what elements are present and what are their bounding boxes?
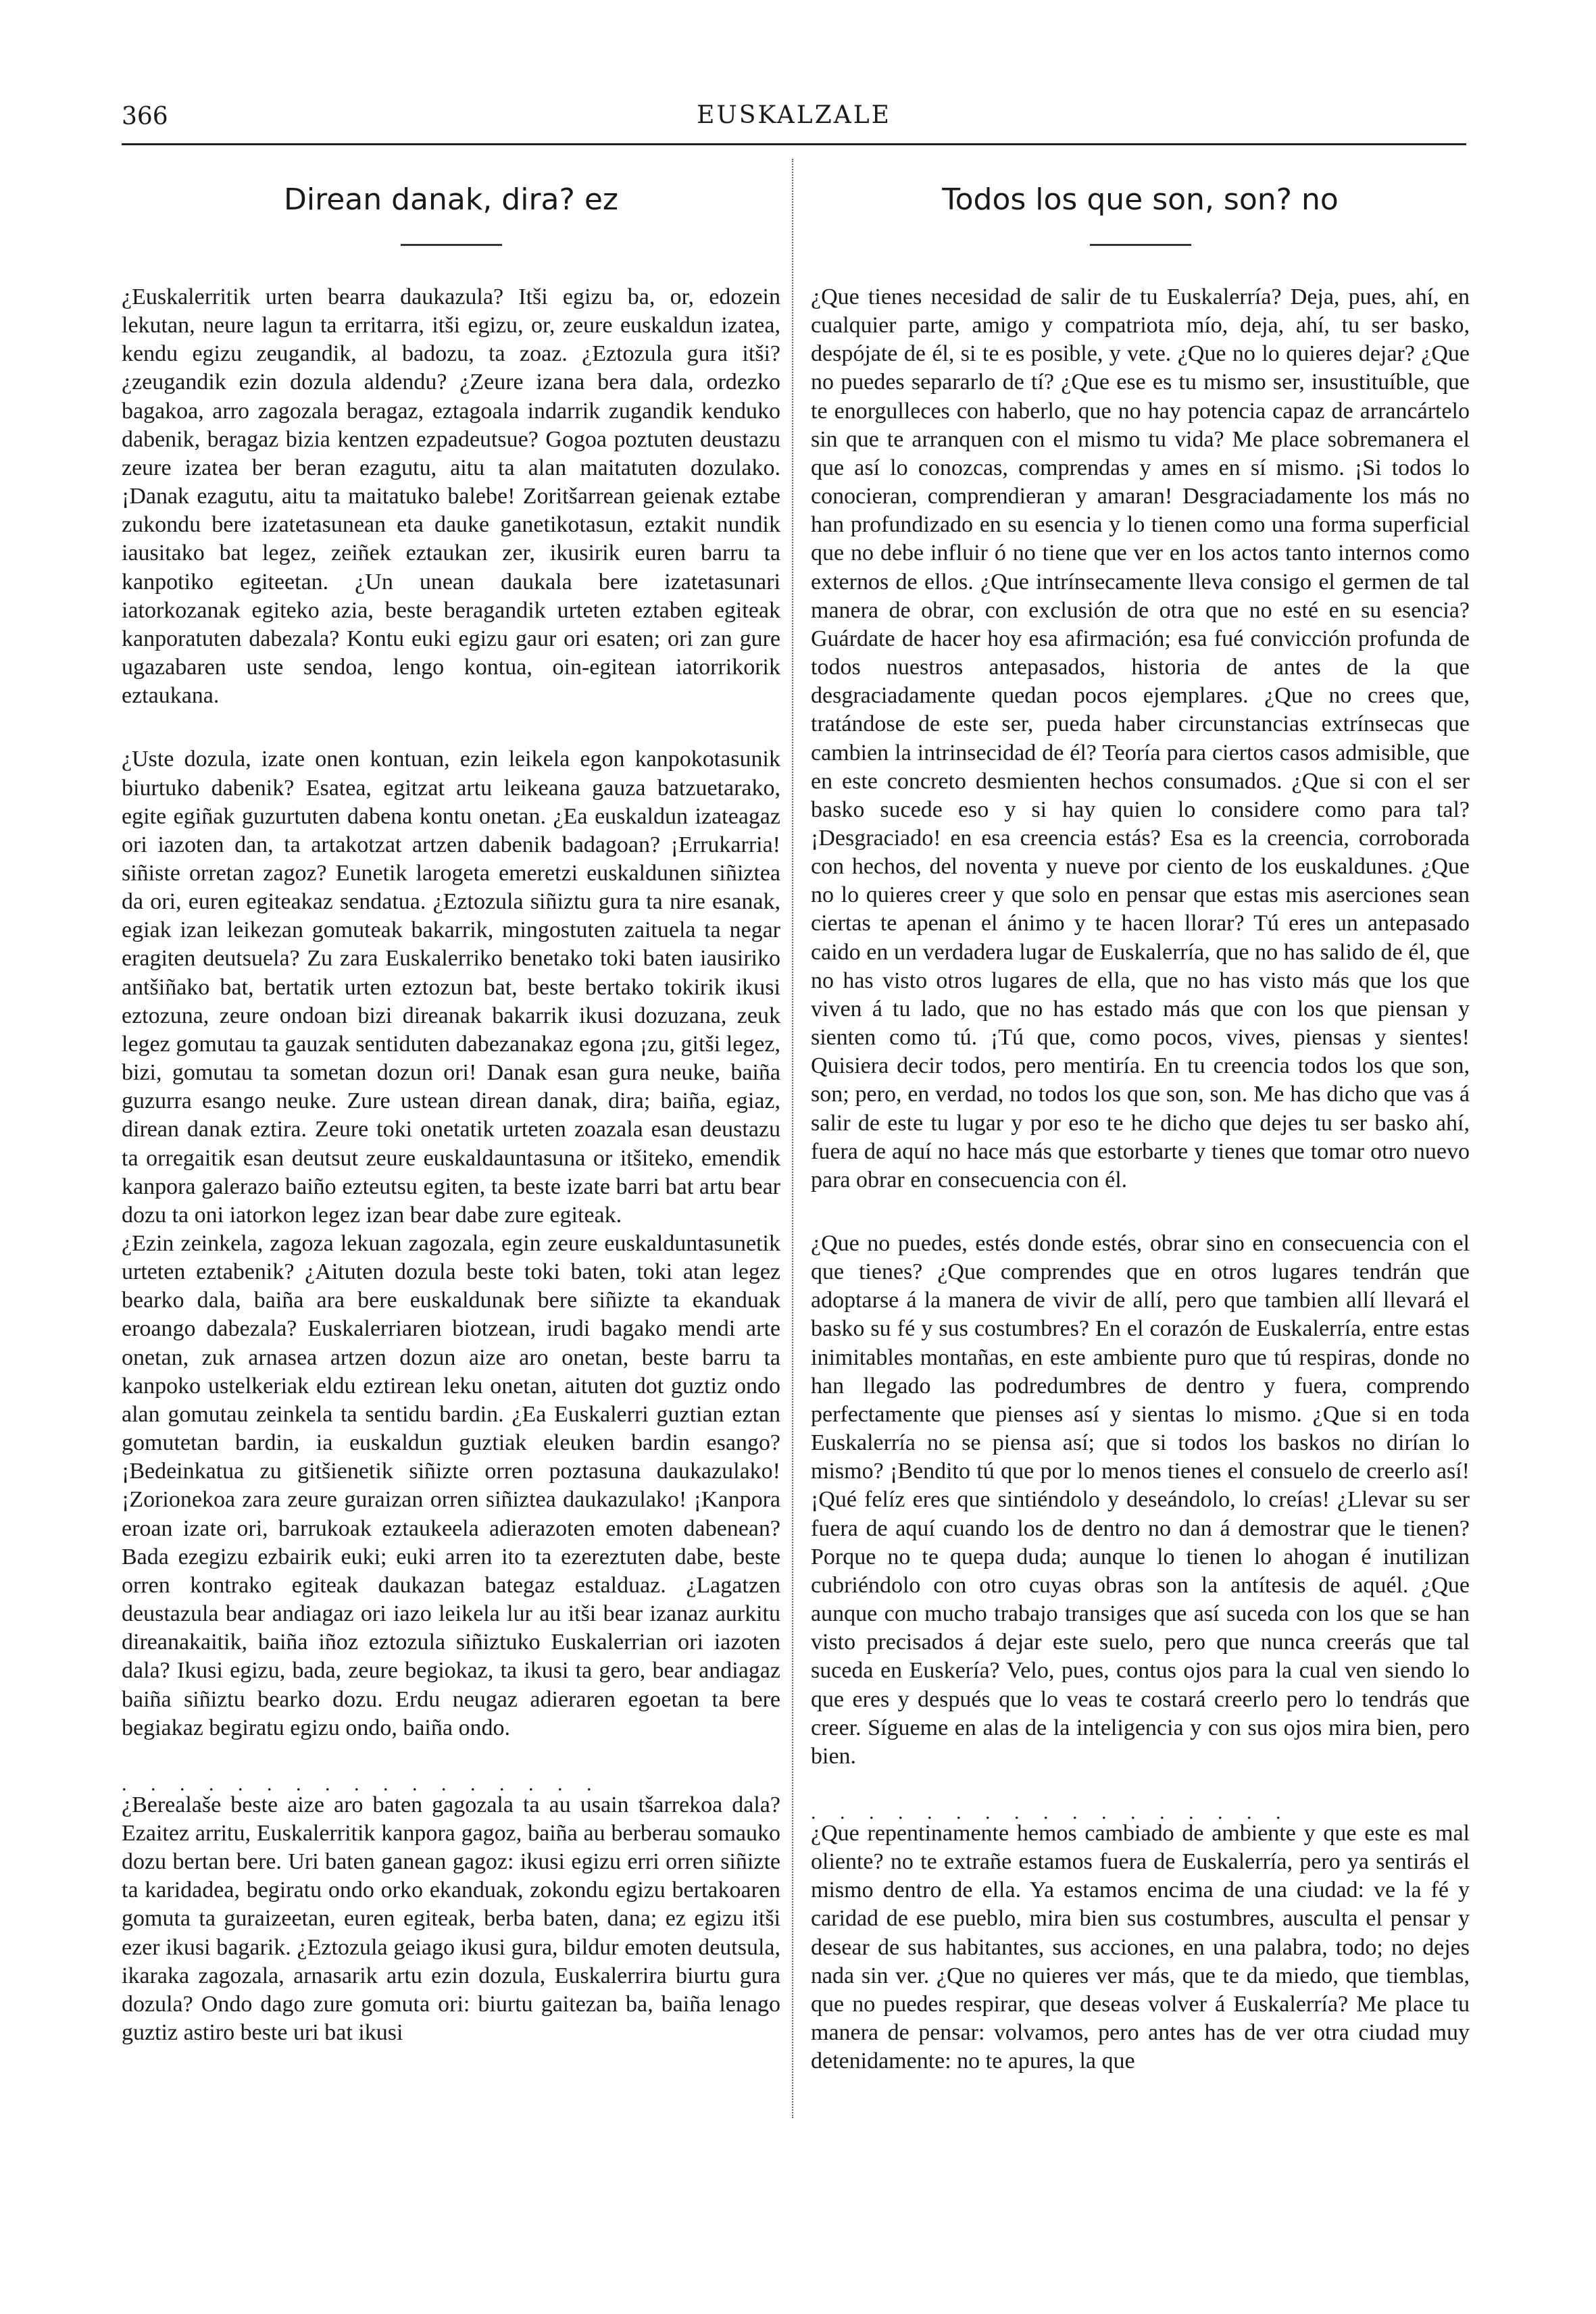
title-rule bbox=[401, 244, 502, 246]
section-separator-dots: . . . . . . . . . . . . . . . . . bbox=[122, 1772, 601, 1795]
basque-column bbox=[122, 166, 780, 2047]
basque-section-3: ¿Ezin zeinkela, zagoza lekuan zagozala, egin zeure euskalduntasunetik urteten eztabenik? ¿Aituten dozula beste toki baten, toki atan legez bearko dala, baiña ara bere euskaldunak bere siñizte ta ekanduak eroango dabezala? Euskalerriaren biotzean, irudi bagako mendi arte onetan, zuk arnasea artzen dozun aize aro onetan, beste barru ta kanpoko ustelkeriak eldu eztirean leku onetan, aituten dot guztiz ondo alan gomutau zeinkela ta sentidu bardin. ¿Ea Euskalerri guztian eztan gomutetan bardin, ia euskaldun guztiak eleuken bardin esango? ¡Bedeinkatua zu gitšienetik siñizte orren poztasuna daukazulako! ¡Zorionekoa zara zeure guraizan orren siñiztea daukazulako! ¡Kanpora eroan izate ori, barrukoak eztaukeela adierazoten emoten dabenean? Bada ezegizu ezbairik euki; euki arren ito ta ezereztuten dabe, beste orren kontrako egiteak daukazan bategaz estalduaz. ¿Lagatzen deustazula bear andiagaz ori iazo leikela lur au itši bear izanaz aurkitu direanakaitik, baiña iñoz eztozula siñiztuko Euskalerrian ori iazoten dala? Ikusi egizu, bada, zeure begiokaz, ta ikusi ta gero, bear andiagaz baiña siñiztu bearko dozu. Erdu neugaz adieraren egoetan ta bere begiakaz begiratu egizu ondo, baiña ondo. bbox=[122, 1231, 780, 1740]
basque-section-4: ¿Berealaše beste aize aro baten gagozala ta au usain tšarrekoa dala? Ezaitez arritu, Euskalerritik kanpora gagoz, baiña au berberau somauko dozu bertan bere. Uri baten ganean gagoz: ikusi egizu erri orren siñizte ta karidadea, begiratu ondo orko ekanduak, zokondu egizu bertakoaren gomuta ta guraizeetan, euren egiteak, berba baten, dana; ez egizu itši ezer ikusi bagarik. ¿Eztozula geiago ikusi gura, bildur emoten deutsula, ikaraka zagozala, arnasarik artu ezin dozula, Euskalerrira biurtu gura dozula? Ondo dago zure gomuta ori: biurtu gaitezan ba, baiña lenago guztiz astiro beste uri bat ikusi bbox=[122, 1792, 780, 2046]
spanish-column bbox=[811, 166, 1470, 2076]
column-divider bbox=[792, 159, 793, 2118]
basque-section-1: ¿Euskalerritik urten bearra daukazula? Itši egizu ba, or, edozein lekutan, neure lagun ta erritarra, itši egizu, or, zeure euskaldun izatea, kendu egizu zeugandik, al badozu, ta zoaz. ¿Eztozula gura itši? ¿zeugandik ezin dozula aldendu? ¿Zeure izana bera dala, ordezko bagakoa, arro zagozala beragaz, eztagoala indarrik zugandik kenduko dabenik, beragaz bizia kentzen ezpadeutsue? Gogoa poztuten deustazu zeure izatea ber beran ezagutu, aitu ta alan maitatuten dozulako. ¡Danak ezagutu, aitu ta maitatuko balebe! Zoritšarrean geienak eztabe zukondu bere izatetasunean eta dauke ganetikotasun, eztakit nundik iausitako bat legez, zeiñek eztaukan zer, ikusirik euren barru ta kanpotiko egiteetan. ¿Un unean daukala bere izatetasunari iatorkozanak egiteko azia, beste beragandik urteten eztaben egiteak kanporatuten dabezala? Kontu euki egizu gaur ori esaten; ori zan gure ugazabaren uste sendoa, lengo kontua, oin-egitean iatorrikorik eztaukana. bbox=[122, 284, 780, 709]
journal-title: EUSKALZALE bbox=[697, 101, 891, 129]
spanish-section-2: ¿Que no puedes, estés donde estés, obrar sino en consecuencia con el que tienes? ¿Que comprendes que en otros lugares tendrán que adoptarse á la manera de vivir de allí, pero que tambien allí llevará el basko su fé y sus costumbres? En el corazón de Euskalerría, entre estas inimitables montañas, en este ambiente puro que tú respiras, donde no han llegado las podredumbres de dentro y fuera, comprendo perfectamente que pienses así y sientas lo mismo. ¿Que si en toda Euskalerría no se piensa así; que si todos los baskos no dirían lo mismo? ¡Bendito tú que por lo menos tienes el consuelo de creerlo así! ¡Qué felíz eres que sintiéndolo y deseándolo, lo creías! ¿Llevar su ser fuera de aquí cuando los de dentro no dan á demostrar que le tienen? Porque no te quepa duda; aunque lo tienen lo ahogan é inutilizan cubriéndolo con otro cuyas obras son la antítesis de aquél. ¿Que aunque con mucho trabajo transiges que así suceda con los que se han visto precisados á dejar este suelo, pero que nunca creerás que tal suceda en Euskería? Velo, pues, contus ojos para la cual ven siendo lo que eres y después que lo veas te costará creerlo pero lo tendrás que creer. Sígueme en alas de la inteligencia y con sus ojos mira bien, pero bien. bbox=[811, 1231, 1470, 1769]
spanish-section-1: ¿Que tienes necesidad de salir de tu Euskalerría? Deja, pues, ahí, en cualquier parte, amigo y compatriota mío, deja, ahí, tu ser basko, despójate de él, si te es posible, y vete. ¿Que no lo quieres dejar? ¿Que no puedes separarlo de tí? ¿Que ese es tu mismo ser, insustituíble, que te enorgulleces con haberlo, que no hay potencia capaz de arrancártelo sin que te arranquen con el mismo tu vida? Me place sobremanera el que así lo conozcas, comprendas y ames en sí mismo. ¡Si todos lo conocieran, comprendieran y amaran! Desgraciadamente los más no han profundizado en su esencia y lo tienen como una forma superficial que no debe influir ó no tiene que ver en los actos tanto internos como externos de ellos. ¿Que intrínsecamente lleva consigo el germen de tal manera de obrar, con exclusión de otra que no esté en su esencia? Guárdate de hacer hoy esa afirmación; esa fué convicción profunda de todos nuestros antepasados, historia de antes de la que desgraciadamente quedan pocos ejemplares. ¿Que no crees que, tratándose de este ser, pueda haber circunstancias extrínsecas que cambien la intrinsecidad de él? Teoría para ciertos casos admisible, que en este concreto desmienten hechos consumados. ¿Que si con el ser basko sucede eso y si hay quien lo considere como para tal? ¡Desgraciado! en esa creencia estás? Esa es la creencia, corroborada con hechos, del noventa y nueve por ciento de los euskaldunes. ¿Que no lo quieres creer y que solo en pensar que estas mis aserciones sean ciertas te apenan el ánimo y te hacen llorar? Tú eres un antepasado caido en un verdadera lugar de Euskalerría, que no has salido de él, que no has visto otros lugares de ella, que no has visto más que los que viven á tu lado, que no has estado más que con los que piensan y sienten como tú. ¡Tú que, como pocos, vives, piensas y sientes! Quisiera decir todos, pero mentiría. En tu creencia todos los que son, son; pero, en verdad, no todos los que son, son. Me has dicho que vas á salir de este tu lugar y por eso te he dicho que dejes tu ser basko ahí, fuera de aquí no hace más que estorbarte y tienes que tomar otro nuevo para obrar en consecuencia con él. bbox=[811, 284, 1470, 1192]
spanish-article-title: Todos los que son, son? no bbox=[942, 182, 1339, 217]
page-header bbox=[122, 89, 1466, 145]
section-gap bbox=[122, 1742, 780, 1778]
page-number: 366 bbox=[122, 103, 168, 130]
section-gap bbox=[811, 1194, 1470, 1230]
title-rule bbox=[1090, 244, 1191, 246]
section-gap bbox=[122, 710, 780, 745]
basque-section-2: ¿Uste dozula, izate onen kontuan, ezin leikela egon kanpokotasunik biurtuko dabenik? Esatea, egitzat artu leikeana gauza batzuetarako, egite egiñak guzurtuten dabena kontu onetan. ¿Ea euskaldun izateagaz ori iazoten dan, ta artakotzat artzen dabenik badagoan? ¡Errukarria! siñiste orretan zagoz? Eunetik larogeta emeretzi euskaldunen siñiztea da ori, euren egiteakaz sendatua. ¿Eztozula siñiztu gura ta nire esanak, egiak izan leikezan gomuteak bakarrik, mingostuten zaituela ta negar eragiten deutsuela? Zu zara Euskalerriko benetako toki baten iausiriko antšiñako bat, bertatik urten eztozun bat, beste bertako tokirik ikusi eztozuna, zeure ondoan bizi direanak bakarrik ikusi dozuzana, zeuk legez gomutau ta gauzak sentiduten dabezanakaz egona ¡zu, gitši legez, bizi, gomutau ta sometan dozun ori! Danak esan gura neuke, baiña guzurra esango neuke. Zure ustean direan danak, dira; baiña, egiaz, direan danak eztira. Zeure toki onetatik urteten zoazala esan deustazu ta orregaitik esan deutsut zeure euskaldauntasuna or itšiteko, emendik kanpora galerazo baiño ezteutsu egiten, ta beste izate barri bat artu bear dozu ta oni iatorkon legez izan bear dabe zure egiteak. bbox=[122, 747, 780, 1228]
spanish-section-3: ¿Que repentinamente hemos cambiado de ambiente y que este es mal oliente? no te extrañe estamos fuera de Euskalerría, pero ya sentirás el mismo dentro de ella. Ya estamos encima de una ciudad: ve la fé y caridad de ese pueblo, mira bien sus costumbres, ausculta el pensar y desear de sus habitantes, sus acciones, en una palabra, todo; no dejes nada sin ver. ¿Que no quieres ver más, que te da miedo, que tiemblas, que no puedes respirar, que deseas volver á Euskalerría? Me place tu manera de pensar: volvamos, pero antes has de ver otra ciudad muy detenidamente: no te apures, la que bbox=[811, 1820, 1470, 2074]
section-separator-dots: . . . . . . . . . . . . . . . . . bbox=[811, 1801, 1291, 1823]
basque-article-title: Direan danak, dira? ez bbox=[283, 182, 619, 217]
